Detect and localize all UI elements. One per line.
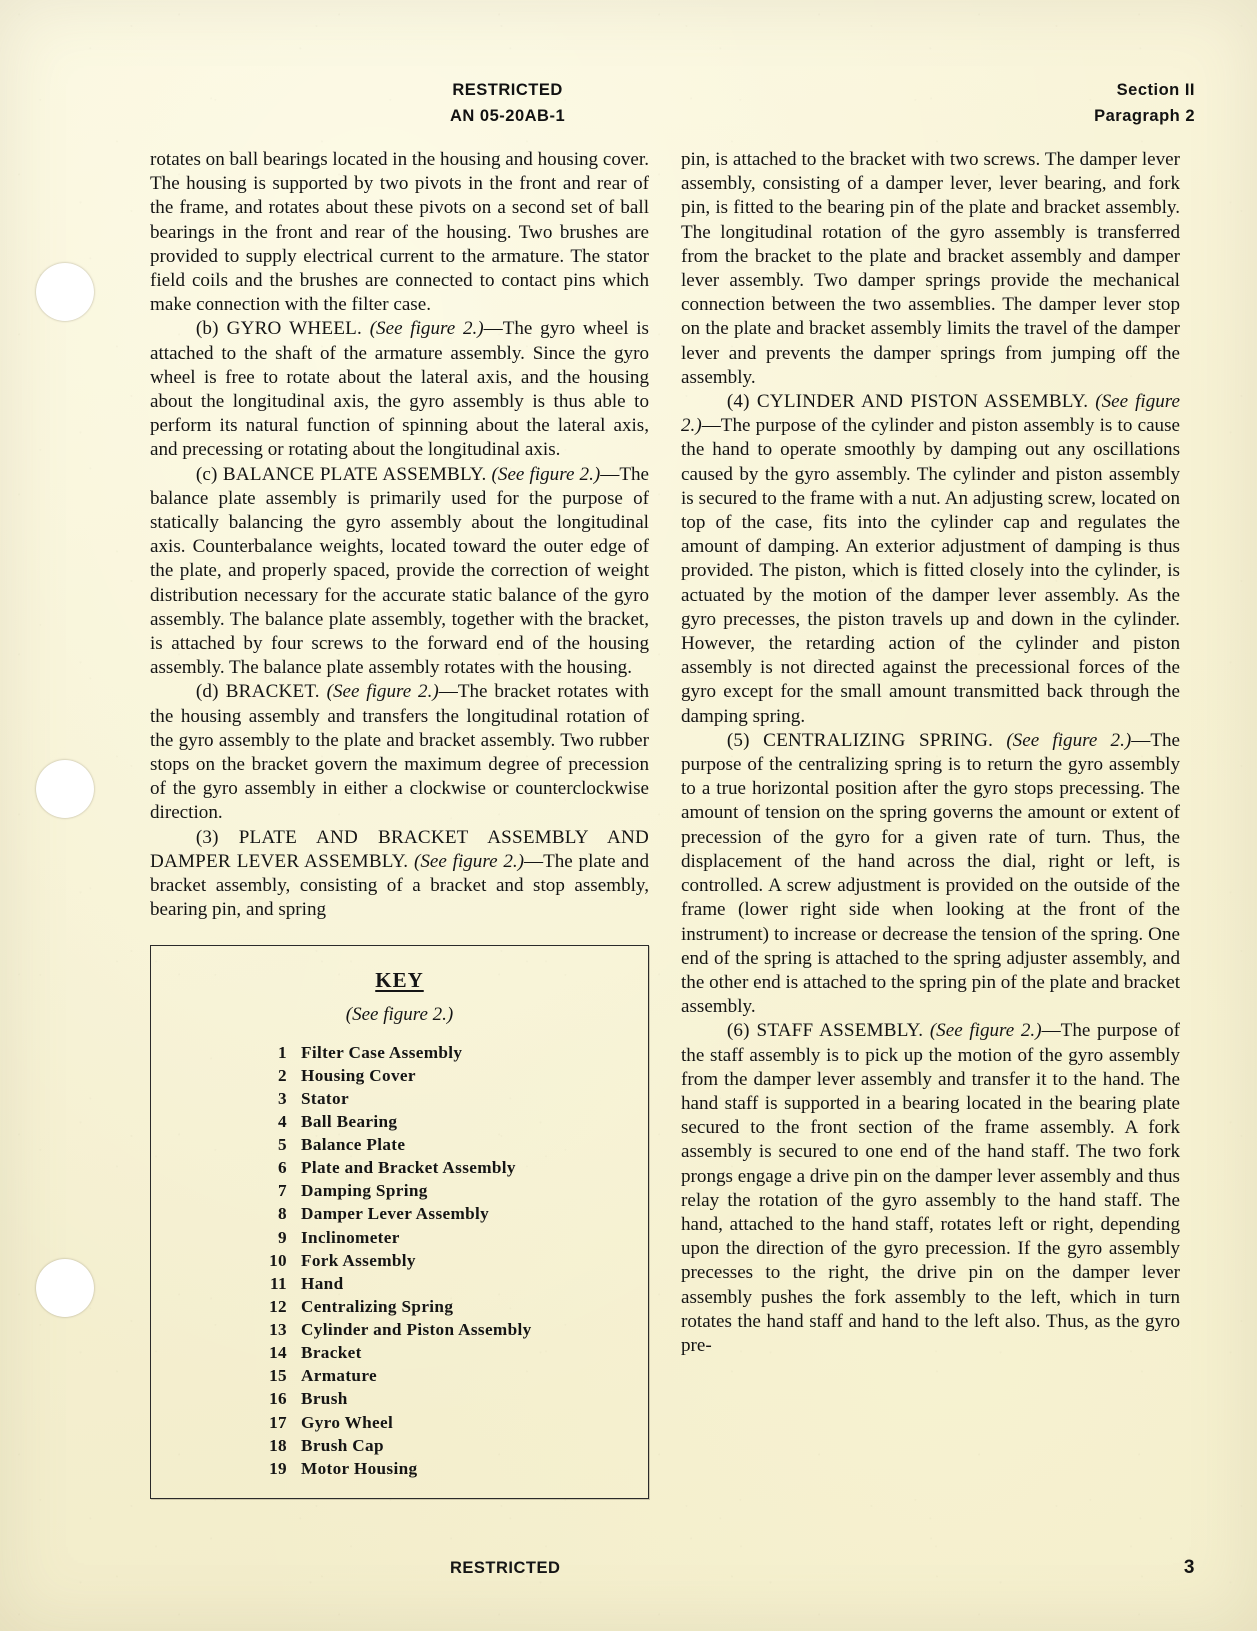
- key-list-item: [253, 1249, 638, 1272]
- key-item-number: 9: [278, 1227, 287, 1247]
- key-item-number: 7: [278, 1181, 287, 1201]
- key-list-item: [253, 1226, 638, 1249]
- balance-plate-text: —The balance plate assembly is primarily used for the purpose of statically balancing the gyro assembly about the longitudinal axis. Counterbalance weights, located toward the outer edge of the plate, and properly spaced, provide the correction of weight distribution necessary for the accurate static balance of the gyro assembly. The balance plate assembly, together with the bracket, is attached by four screws to the forward end of the housing assembly. The balance plate assembly rotates with the housing.: [150, 463, 649, 679]
- footer-page-number: 3: [1183, 1557, 1195, 1578]
- footer-classification: RESTRICTED: [450, 1559, 561, 1577]
- gyro-wheel-label: (b) GYRO WHEEL.: [195, 318, 362, 340]
- paragraph-staff-assembly: [681, 1019, 1180, 1358]
- key-item-label: Centralizing Spring: [301, 1296, 454, 1316]
- paragraph-cylinder-piston: [681, 390, 1180, 729]
- key-item-label: Armature: [301, 1366, 377, 1386]
- paragraph-continuation-pin: pin, is attached to the bracket with two screws. The damper lever assembly, consisting of a damper lever, lever bearing, and fork pin, is fitted to the bearing pin of the plate and bracket assembly. The longitudinal rotation of the gyro assembly is transferred from the bracket to the plate and bracket assembly and damper lever assembly. Two damper springs provide the mechanical connection between the two assemblies. The damper lever stop on the plate and bracket assembly limits the travel of the damper lever and prevents the damper springs from jumping off the assembly.: [681, 149, 1180, 388]
- key-item-number: 15: [269, 1366, 287, 1386]
- key-item-number: 2: [278, 1065, 287, 1085]
- key-item-label: Bracket: [301, 1343, 362, 1363]
- bracket-text: —The bracket rotates with the housing assembly and transfers the longitudinal rotation of the gyro assembly to the plate and bracket assembly. Two rubber stops on the bracket govern the maximum degree of precession of the gyro assembly in either a clockwise or counterclockwise direction.: [150, 681, 649, 824]
- key-item-list: [253, 1041, 638, 1480]
- bracket-label: (d) BRACKET.: [195, 681, 320, 703]
- key-list-item: [253, 1272, 638, 1295]
- key-item-label: Housing Cover: [301, 1065, 416, 1085]
- key-item-number: 13: [269, 1320, 287, 1339]
- key-list-item: [253, 1318, 638, 1341]
- page-header: [150, 78, 1195, 129]
- plate-bracket-figure-ref: (See figure 2.): [414, 850, 524, 872]
- key-list-item: [253, 1387, 638, 1410]
- key-item-label: Gyro Wheel: [301, 1412, 394, 1432]
- key-item-label: Ball Bearing: [301, 1111, 398, 1131]
- key-list-item: [253, 1041, 638, 1064]
- header-paragraph: Paragraph 2: [1094, 106, 1195, 125]
- header-classification: RESTRICTED: [452, 81, 563, 99]
- binder-hole-middle: [36, 760, 94, 818]
- header-section: Section II: [1116, 81, 1195, 99]
- key-list-item: [253, 1133, 638, 1156]
- key-item-label: Plate and Bracket Assembly: [301, 1158, 516, 1178]
- key-item-number: 6: [278, 1158, 287, 1178]
- header-section-block: [1094, 78, 1195, 129]
- key-box-title: KEY: [375, 967, 424, 992]
- staff-assembly-label: (6) STAFF ASSEMBLY.: [726, 1020, 924, 1042]
- plate-bracket-label: (3) PLATE AND BRACKET ASSEMBLY AND DAMPER LEVER ASSEMBLY.: [150, 826, 649, 872]
- cylinder-piston-figure-ref: (See figure 2.): [681, 391, 1180, 437]
- key-item-label: Motor Housing: [301, 1458, 418, 1478]
- gyro-wheel-text: —The gyro wheel is attached to the shaft of the armature assembly. Since the gyro wheel is free to rotate about the lateral axis, and the housing about the longitudinal axis, the gyro assembly is thus able to perform its natural function of spinning about the lateral axis, and precessing or rotating about the longitudinal axis.: [150, 318, 649, 461]
- key-item-label: Damper Lever Assembly: [301, 1204, 490, 1224]
- key-item-number: 16: [269, 1389, 287, 1409]
- key-item-label: Fork Assembly: [301, 1250, 416, 1270]
- key-list-item: [253, 1087, 638, 1110]
- key-list-item: [253, 1341, 638, 1364]
- left-column: [150, 148, 649, 1499]
- key-item-label: Brush Cap: [301, 1435, 384, 1455]
- centralizing-spring-label: (5) CENTRALIZING SPRING.: [726, 729, 994, 751]
- staff-assembly-figure-ref: (See figure 2.): [929, 1020, 1042, 1042]
- paragraph-plate-and-bracket: [150, 826, 649, 923]
- paragraph-continuation-housing: rotates on ball bearings located in the housing and housing cover. The housing is supported by two pivots in the front and rear of the frame, and rotates about these pivots on a second set of ball bearings in the front and rear of the housing. Two brushes are provided to supply electrical current to the armature. The stator field coils and the brushes are connected to contact pins which make connection with the filter case.: [150, 149, 649, 316]
- cylinder-piston-label: (4) CYLINDER AND PISTON ASSEMBLY.: [726, 391, 1089, 413]
- binder-hole-top: [36, 263, 94, 321]
- paragraph-centralizing-spring: [681, 729, 1180, 1019]
- key-item-number: 12: [269, 1296, 287, 1316]
- key-item-number: 11: [270, 1273, 287, 1293]
- key-item-label: Brush: [301, 1389, 348, 1409]
- header-classification-block: [450, 78, 565, 129]
- page-footer: [150, 1557, 1195, 1579]
- gyro-wheel-figure-ref: (See figure 2.): [369, 318, 484, 340]
- centralizing-spring-text: —The purpose of the centralizing spring is to return the gyro assembly to a true horizontal position after the gyro stops precessing. The amount of tension on the spring governs the amount or extent of precession of the gyro for a given rate of turn. Thus, the displacement of the hand across the dial, right or left, is controlled. A screw adjustment is provided on the outside of the frame (lower right side when looking at the front of the instrument) to increase or decrease the tension of the spring. One end of the spring is attached to the spring adjuster assembly, and the other end is attached to the spring pin of the plate and bracket assembly.: [681, 729, 1181, 1018]
- staff-assembly-text: —The purpose of the staff assembly is to pick up the motion of the gyro assembly from the damper lever assembly and transfer it to the hand. The hand staff is supported in a bearing located in the bearing plate secured to the front section of the frame assembly. A fork assembly is secured to one end of the hand staff. The two fork prongs engage a drive pin on the damper lever assembly and thus relay the rotation of the gyro assembly to the hand staff. The hand, attached to the hand staff, rotates left or right, depending upon the direction of the gyro precession. If the gyro assembly precesses to the right, the drive pin on the damper lever assembly pushes the fork assembly to the left, which in turn rotates the hand staff and hand to the left also. Thus, as the gyro pre-: [681, 1020, 1180, 1356]
- key-item-number: 17: [269, 1412, 287, 1432]
- key-item-label: Filter Case Assembly: [301, 1042, 463, 1062]
- key-item-label: Cylinder and Piston Assembly: [301, 1320, 532, 1339]
- right-column: [681, 148, 1180, 1499]
- key-item-number: 10: [269, 1250, 287, 1270]
- plate-bracket-text: —The plate and bracket assembly, consisting of a bracket and stop assembly, bearing pin, and spring: [150, 850, 649, 921]
- binder-hole-bottom: [36, 1259, 94, 1317]
- key-item-label: Damping Spring: [301, 1181, 428, 1201]
- paragraph-balance-plate: [150, 463, 649, 681]
- key-item-number: 14: [269, 1343, 287, 1363]
- cylinder-piston-text: —The purpose of the cylinder and piston assembly is to cause the hand to operate smoothly by damping out any oscillations caused by the gyro assembly. The cylinder and piston assembly is secured to the frame with a nut. An adjusting screw, located on top of the case, fits into the cylinder cap and regulates the amount of damping. An exterior adjustment of damping is thus provided. The piston, which is fitted closely into the cylinder, is actuated by the motion of the damper lever assembly. As the gyro precesses, the piston travels up and down in the cylinder. However, the retarding action of the cylinder and piston assembly is not directed against the precessional forces of the gyro except for the small amount transmitted back through the damping spring.: [681, 415, 1180, 727]
- header-document-number: AN 05-20AB-1: [450, 106, 566, 125]
- key-item-label: Inclinometer: [301, 1227, 400, 1247]
- balance-plate-figure-ref: (See figure 2.): [491, 463, 601, 485]
- key-item-number: 1: [278, 1042, 287, 1062]
- key-list-item: [253, 1364, 638, 1387]
- key-item-number: 4: [278, 1111, 287, 1131]
- key-list-item: [253, 1110, 638, 1133]
- key-item-label: Stator: [301, 1088, 349, 1108]
- key-item-number: 19: [269, 1458, 287, 1478]
- key-list-item: [253, 1202, 638, 1225]
- key-list-item: [253, 1156, 638, 1179]
- key-list-item: [253, 1064, 638, 1087]
- key-item-label: Hand: [301, 1273, 344, 1293]
- key-item-number: 18: [269, 1435, 287, 1455]
- key-item-label: Balance Plate: [301, 1135, 406, 1154]
- bracket-figure-ref: (See figure 2.): [326, 681, 439, 703]
- centralizing-spring-figure-ref: (See figure 2.): [1006, 729, 1132, 751]
- key-box-subtitle: (See figure 2.): [345, 1003, 454, 1025]
- paragraph-gyro-wheel: [150, 317, 649, 462]
- key-item-number: 3: [278, 1088, 287, 1108]
- key-box: [150, 945, 649, 1499]
- paragraph-bracket: [150, 680, 649, 825]
- key-list-item: [253, 1295, 638, 1318]
- key-list-item: [253, 1457, 638, 1480]
- two-column-body: [150, 148, 1180, 1499]
- balance-plate-label: (c) BALANCE PLATE ASSEMBLY.: [195, 463, 487, 485]
- key-list-item: [253, 1179, 638, 1202]
- key-item-number: 5: [278, 1135, 287, 1154]
- key-list-item: [253, 1434, 638, 1457]
- key-item-number: 8: [278, 1204, 287, 1224]
- key-list-item: [253, 1411, 638, 1434]
